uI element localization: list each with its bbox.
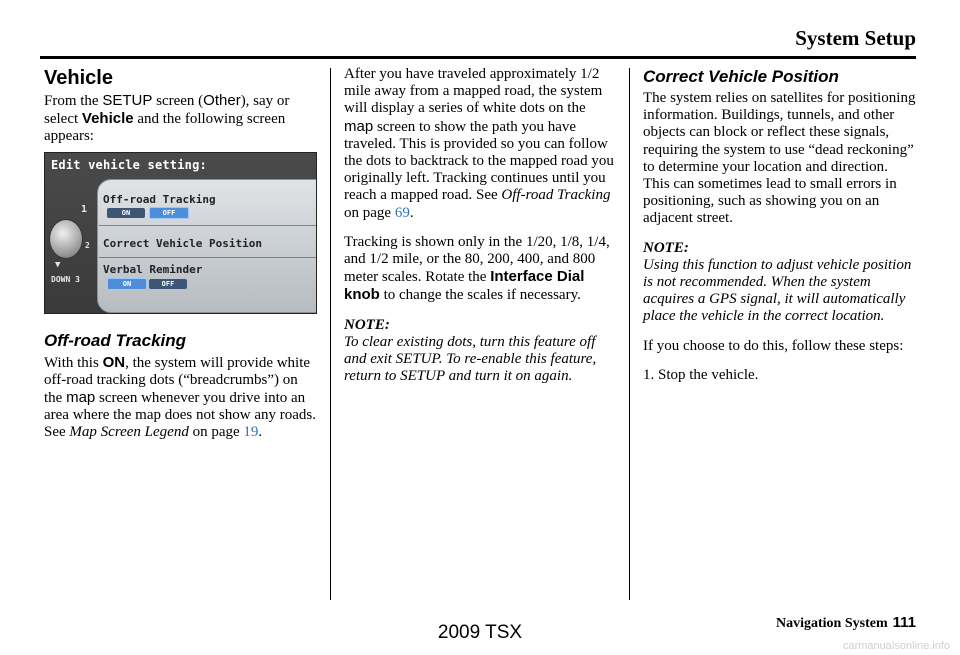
row-number-1: 1 [81,203,88,215]
header-rule [40,56,916,59]
page-link-69[interactable]: 69 [394,204,410,221]
map-term: map [344,117,374,135]
screen-row-verbal-reminder: Verbal Reminder [103,262,203,276]
footer-model: 2009 TSX [437,622,523,643]
note-body: Using this function to adjust vehicle position is not recommended. When the system acquires a GPS signal, it will automatically place the vehicle in the correct location. [643,256,912,325]
other-term: Other [203,92,241,109]
note-body: To clear existing dots, turn this feature off and exit SETUP. To re-enable this feature, return to SETUP and turn it on again. [344,333,597,385]
page-link-19[interactable]: 19 [243,424,259,441]
row-separator [99,225,317,226]
subheading-offroad-tracking: Off-road Tracking [44,330,187,350]
on-term: ON [102,353,126,371]
note-heading: NOTE: [643,239,689,256]
steps-intro: If you choose to do this, follow these steps: [643,337,904,354]
row-separator [99,257,317,258]
column-divider-1 [330,68,331,600]
watermark: carmanualsonline.info [842,640,950,652]
gps-paragraph: The system relies on satellites for positioning information. Buildings, tunnels, and other objects can block or reflect these signals, requiring the system to use “dead reckoning” to determine your location and direction. This can sometimes lead to small errors in positioning, such as showing you on an adjacent street. [643,90,916,227]
offroad-ref: Off-road Tracking [501,187,611,204]
screen-row-correct-position: Correct Vehicle Position [103,236,262,250]
subheading-correct-position: Correct Vehicle Position [643,67,839,86]
setup-term: SETUP [102,92,153,109]
page-number: 111 [892,614,916,631]
vehicle-term: Vehicle [81,110,134,128]
offroad-on-button: ON [107,208,145,218]
column-2 [344,66,618,397]
reminder-on-button: ON [107,278,147,290]
vehicle-intro: From the SETUP screen (Other), say or select Vehicle and the following screen appears: [44,92,290,145]
footer-nav-label: Navigation System [776,616,888,631]
map-legend-ref: Map Screen Legend [69,424,189,441]
row-number-2: 2 [85,240,90,250]
reminder-off-button: OFF [149,279,187,289]
down-arrow-icon: ▼ [55,259,61,270]
interface-dial-icon [49,219,83,259]
offroad-body: With this ON, the system will provide white off-road tracking dots (“breadcrumbs”) on the map screen whenever you drive into an area where the map does not show any roads. See Map Screen Legend on page 19. [44,353,316,441]
interface-dial-term: Interface Dial knob [344,268,585,304]
map-term: map [66,389,96,407]
scales-paragraph: Tracking is shown only in the 1/20, 1/8, 1/4, and 1/2 mile, or the 80, 200, 400, and 800 meter scales. Rotate the Interface Dial knob to change the scales if necessary. [344,233,610,304]
page-header-title: System Setup [795,26,916,50]
tracking-paragraph: After you have traveled approximately 1/2 mile away from a mapped road, the system will display a series of white dots on the map screen to show the path you have traveled. This is provided so you can follow the dots to backtrack to the mapped road you originally left. Tracking continues until you reach a mapped road. See Off-road Tracking on page 69. [344,66,614,221]
screen-row-offroad: Off-road Tracking [103,192,216,206]
edit-vehicle-setting-screenshot [44,152,317,314]
row-number-3: DOWN 3 [51,274,80,284]
column-divider-2 [629,68,630,600]
section-heading-vehicle: Vehicle [44,67,113,89]
offroad-off-button: OFF [149,207,189,219]
column-3 [643,66,918,396]
step-1: 1. Stop the vehicle. [643,366,759,383]
column-1 [44,66,316,454]
note-heading: NOTE: [344,316,390,333]
screen-title: Edit vehicle setting: [51,157,207,172]
